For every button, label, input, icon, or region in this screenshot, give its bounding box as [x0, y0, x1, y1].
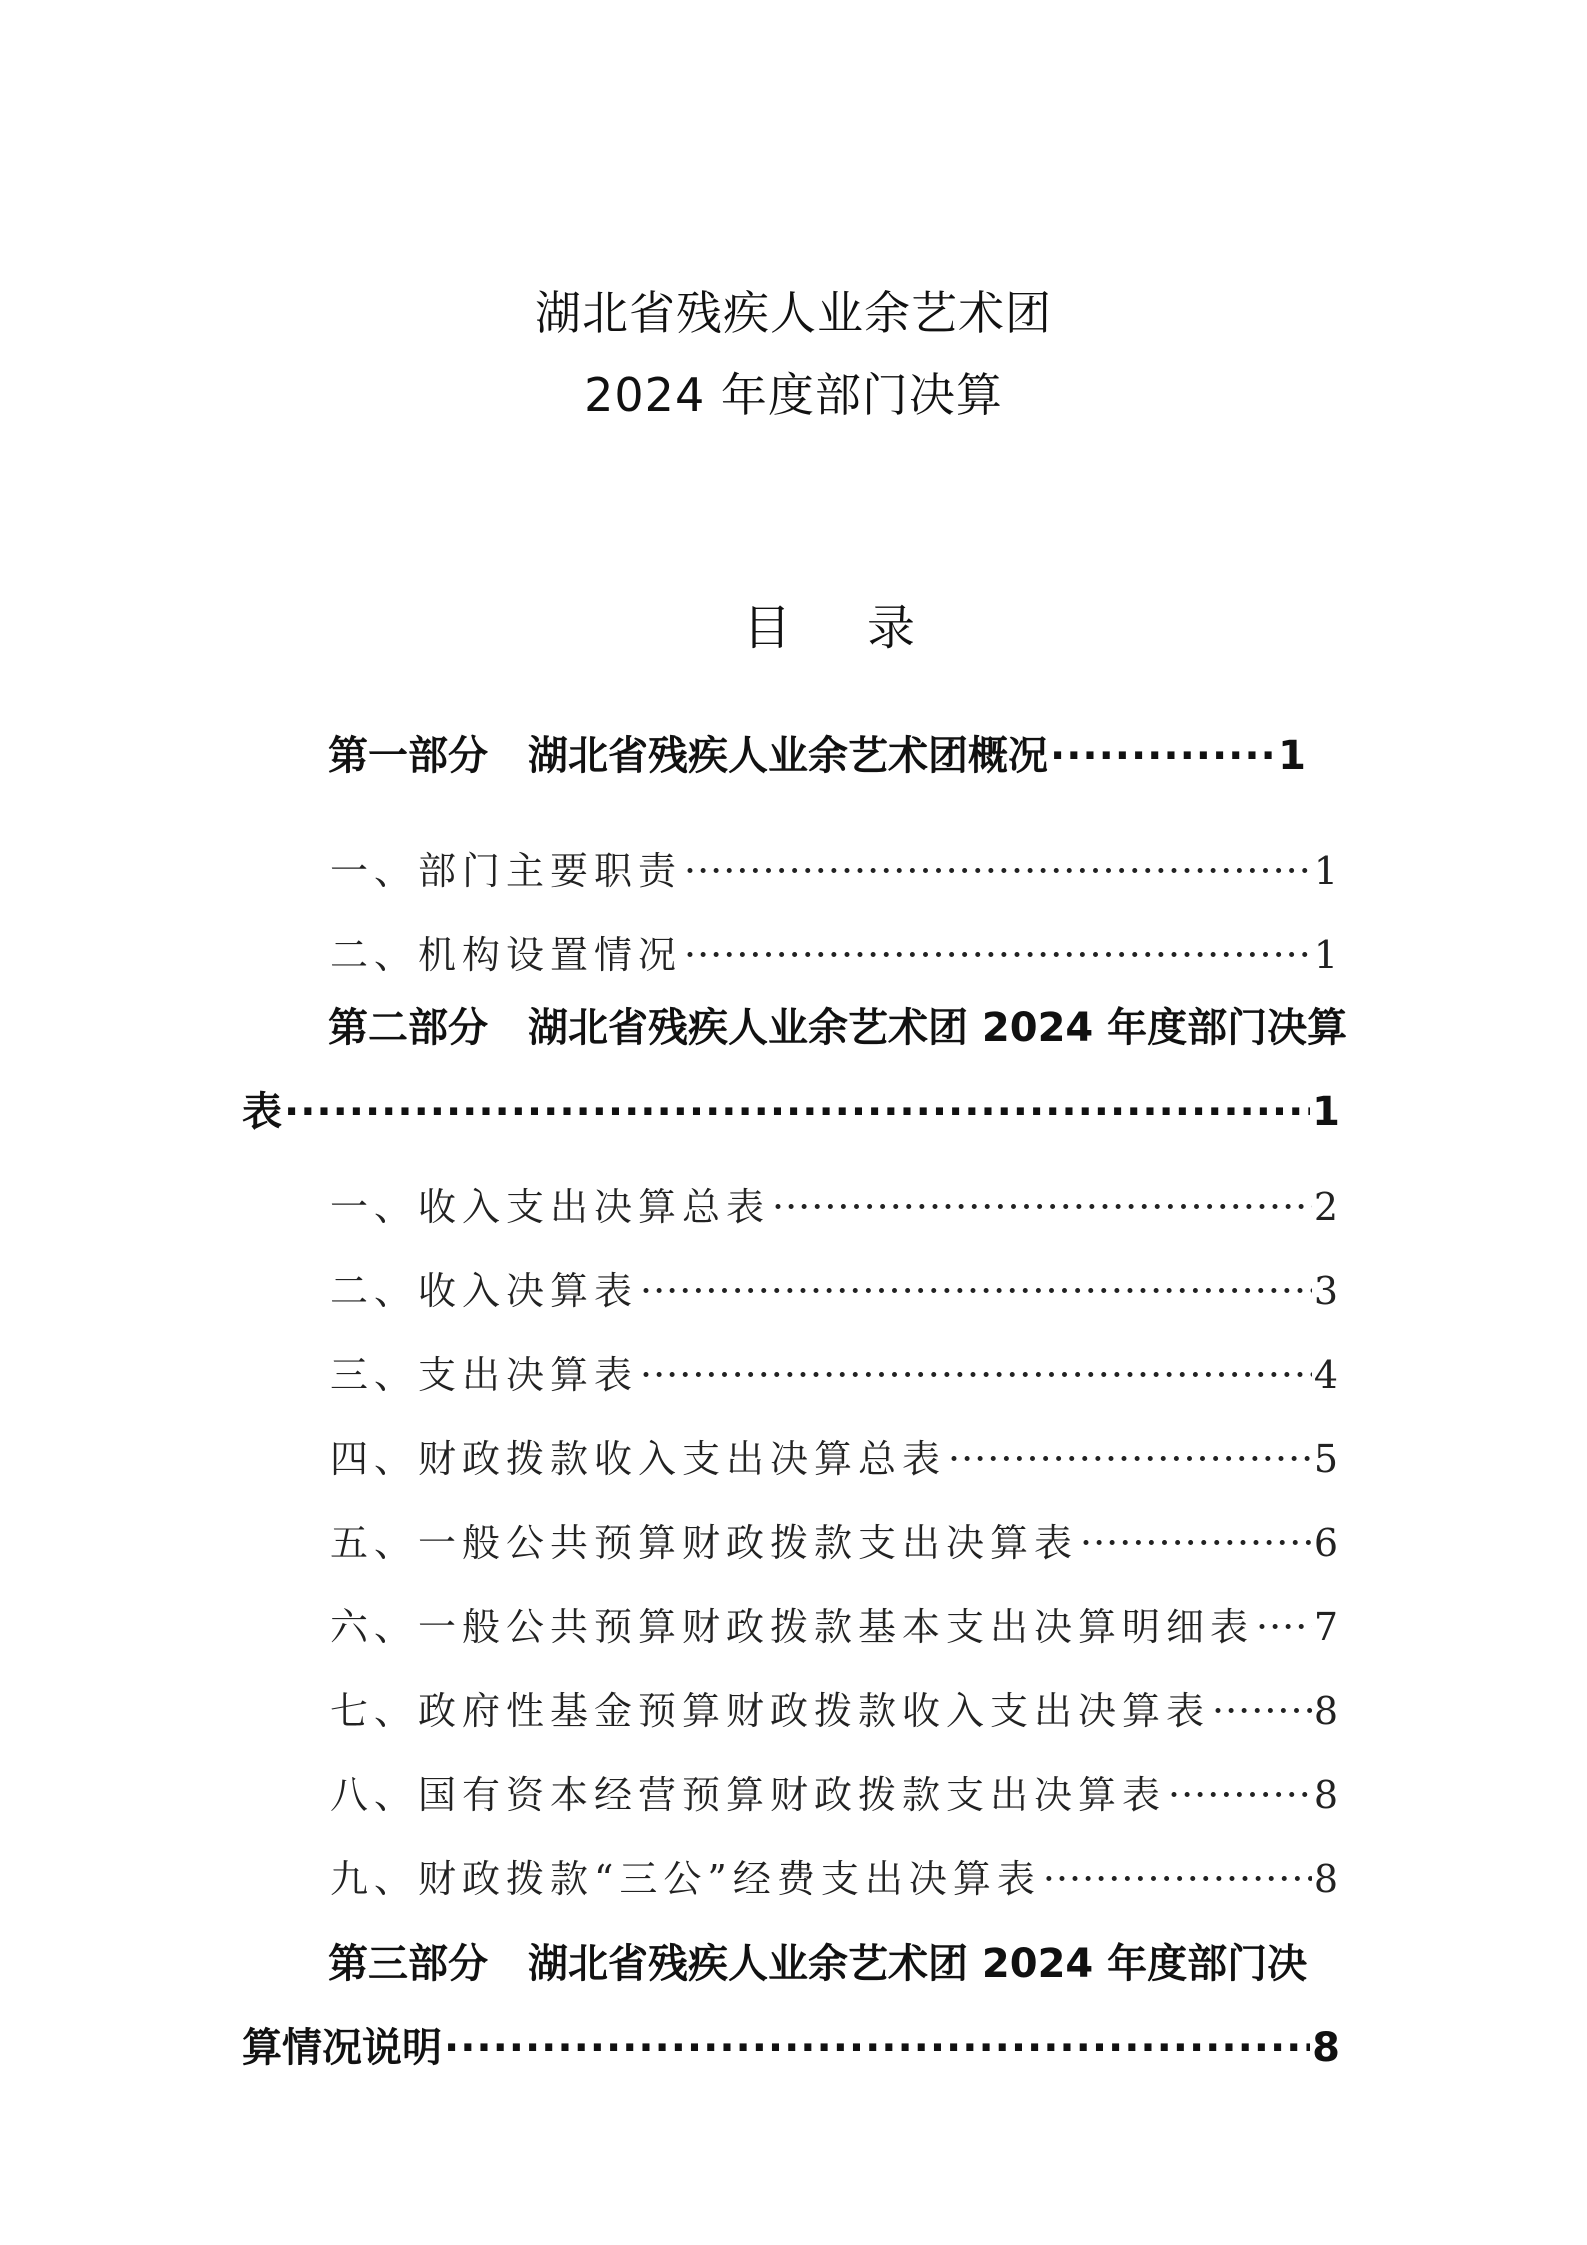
- dot-leader: [684, 849, 1312, 893]
- toc-entry-label: 六、一般公共预算财政拨款基本支出决算明细表: [330, 1605, 1255, 1649]
- toc-entry-part2-item1[interactable]: [330, 1176, 1338, 1231]
- toc-entry-label: 三、支出决算表: [330, 1353, 639, 1397]
- toc-entry-part2-item2[interactable]: [330, 1260, 1338, 1315]
- dot-leader: [1212, 1689, 1312, 1733]
- toc-heading-char1: 目: [743, 600, 792, 656]
- toc-entry-part2-line1[interactable]: 第二部分 湖北省残疾人业余艺术团 2024 年度部门决算: [328, 1005, 1348, 1051]
- dot-leader: [772, 1185, 1312, 1229]
- toc-entry-part1[interactable]: [328, 724, 1306, 781]
- toc-entry-label: 算情况说明: [242, 2025, 442, 2071]
- toc-entry-part1-item1[interactable]: [330, 840, 1338, 895]
- toc-entry-part3[interactable]: [242, 2016, 1340, 2073]
- toc-entry-part2-item9[interactable]: [330, 1848, 1338, 1903]
- dot-leader: [1256, 1605, 1312, 1649]
- dot-leader: [1168, 1773, 1312, 1817]
- toc-entry-label: 四、财政拨款收入支出决算总表: [330, 1437, 947, 1481]
- toc-page-number: 8: [1312, 2025, 1340, 2071]
- toc-entry-label: 九、财政拨款“三公”经费支出决算表: [330, 1857, 1041, 1901]
- toc-entry-part2-item3[interactable]: [330, 1344, 1338, 1399]
- toc-page-number: 8: [1313, 1773, 1338, 1817]
- toc-entry-part2-item5[interactable]: [330, 1512, 1338, 1567]
- toc-entry-label: 八、国有资本经营预算财政拨款支出决算表: [330, 1773, 1167, 1817]
- toc-page-number: 1: [1312, 1089, 1340, 1135]
- toc-page-number: 8: [1313, 1857, 1338, 1901]
- toc-entry-part3-line1[interactable]: 第三部分 湖北省残疾人业余艺术团 2024 年度部门决: [328, 1941, 1308, 1987]
- document-title-line2: 2024 年度部门决算: [584, 368, 1003, 422]
- toc-entry-part2[interactable]: [242, 1080, 1340, 1137]
- toc-page-number: 1: [1313, 933, 1338, 977]
- toc-entry-part2-item8[interactable]: [330, 1764, 1338, 1819]
- dot-leader: [284, 1089, 1310, 1135]
- dot-leader: [1050, 733, 1276, 779]
- toc-page-number: 2: [1313, 1185, 1338, 1229]
- dot-leader: [948, 1437, 1312, 1481]
- toc-entry-part1-item2[interactable]: [330, 924, 1338, 979]
- toc-entry-label: 五、一般公共预算财政拨款支出决算表: [330, 1521, 1079, 1565]
- toc-page-number: 8: [1313, 1689, 1338, 1733]
- toc-page-number: 5: [1313, 1437, 1338, 1481]
- toc-page-number: 7: [1313, 1605, 1338, 1649]
- toc-entry-label: 一、部门主要职责: [330, 849, 683, 893]
- toc-entry-part2-item7[interactable]: [330, 1680, 1338, 1735]
- toc-entry-label: 二、收入决算表: [330, 1269, 639, 1313]
- dot-leader: [640, 1353, 1312, 1397]
- toc-entry-label: 第一部分 湖北省残疾人业余艺术团概况: [328, 733, 1048, 779]
- dot-leader: [1080, 1521, 1312, 1565]
- toc-page-number: 1: [1278, 733, 1306, 779]
- toc-entry-label: 七、政府性基金预算财政拨款收入支出决算表: [330, 1689, 1211, 1733]
- toc-page-number: 1: [1313, 849, 1338, 893]
- toc-heading: [743, 600, 943, 656]
- toc-page-number: 3: [1313, 1269, 1338, 1313]
- toc-entry-part2-item4[interactable]: [330, 1428, 1338, 1483]
- toc-entry-label: 一、收入支出决算总表: [330, 1185, 771, 1229]
- dot-leader: [640, 1269, 1312, 1313]
- toc-page-number: 6: [1313, 1521, 1338, 1565]
- toc-page-number: 4: [1313, 1353, 1338, 1397]
- dot-leader: [684, 933, 1312, 977]
- toc-entry-part2-item6[interactable]: [330, 1596, 1338, 1651]
- toc-entry-label: 表: [242, 1089, 282, 1135]
- document-title-line1: 湖北省残疾人业余艺术团: [535, 286, 1052, 340]
- toc-heading-char2: 录: [867, 600, 916, 656]
- dot-leader: [444, 2025, 1310, 2071]
- dot-leader: [1043, 1857, 1312, 1901]
- toc-entry-label: 二、机构设置情况: [330, 933, 683, 977]
